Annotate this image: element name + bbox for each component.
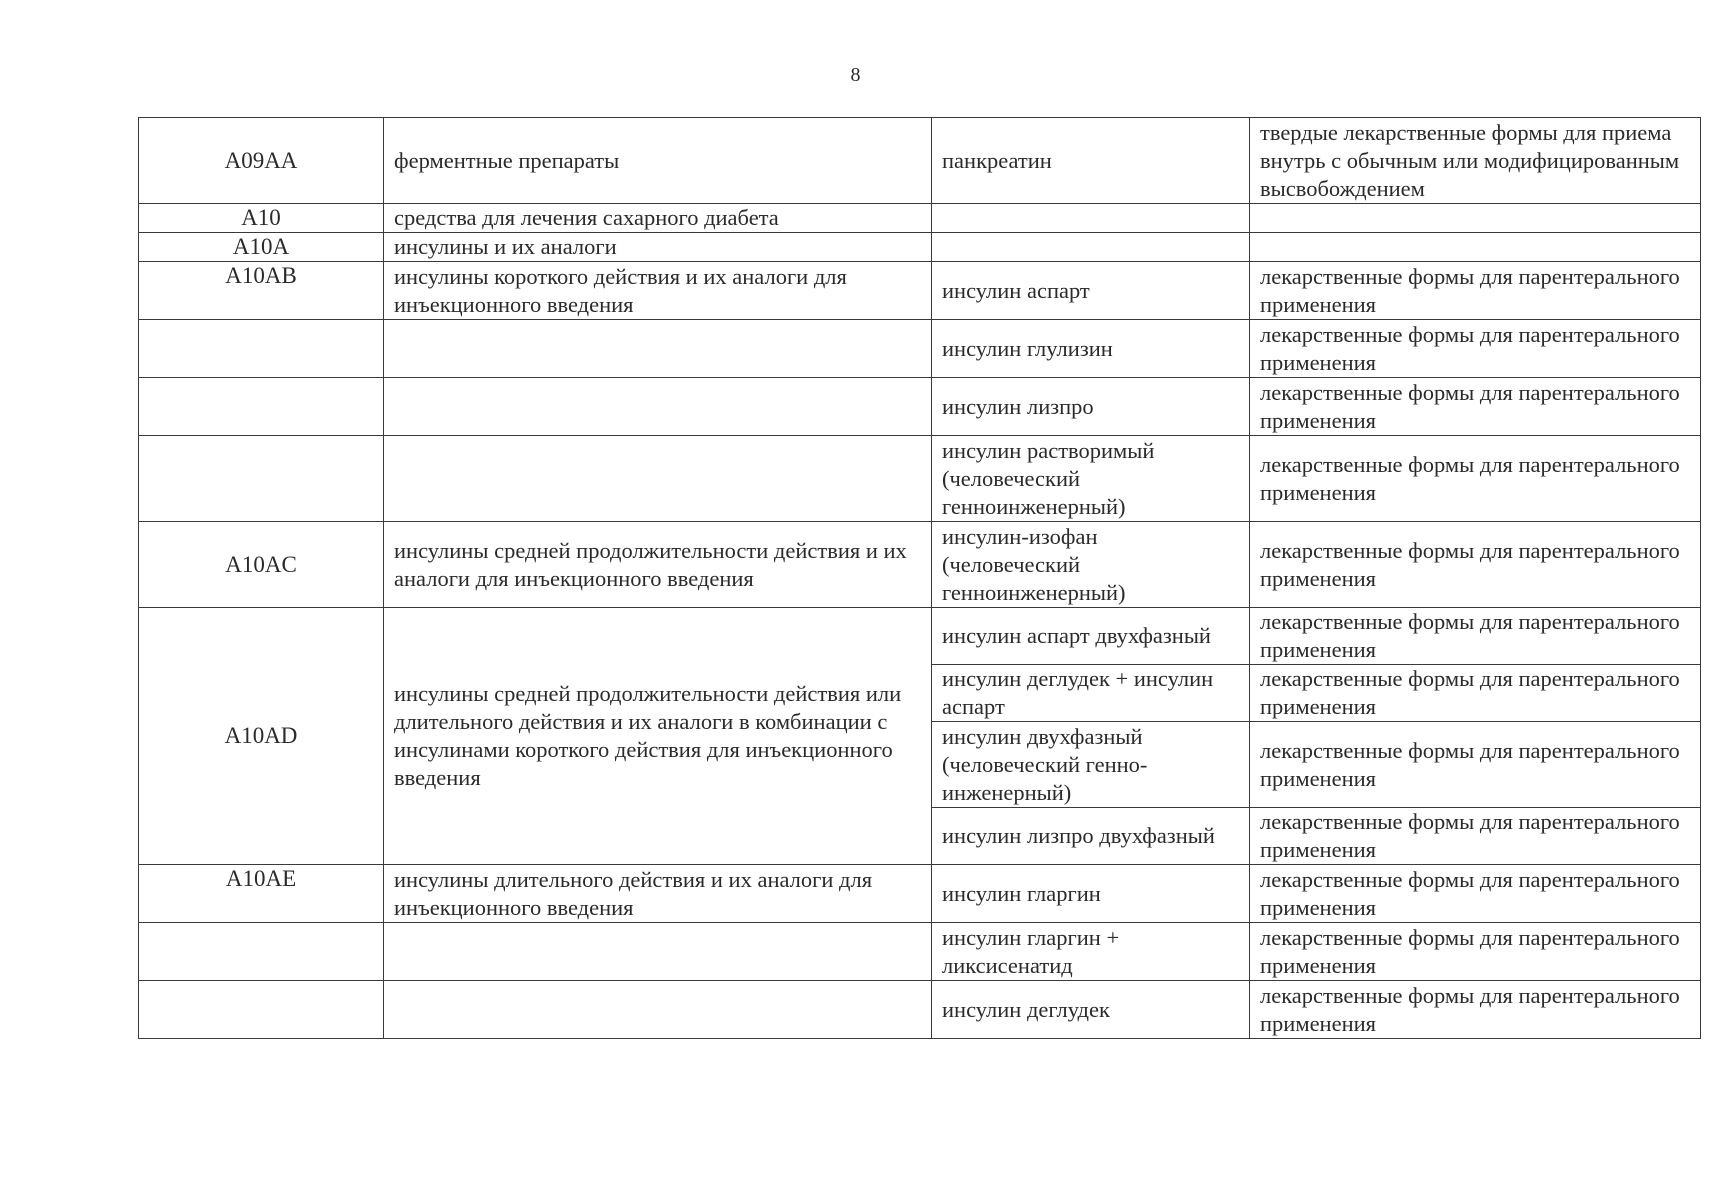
atc-code bbox=[139, 436, 384, 522]
atc-group: инсулины короткого действия и их аналоги для инъекционного введения bbox=[384, 262, 932, 320]
drug-name: инсулин аспарт bbox=[932, 262, 1250, 320]
drug-name bbox=[932, 233, 1250, 262]
table-row bbox=[139, 923, 1701, 981]
dosage-form: лекарственные формы для парентерального применения bbox=[1250, 865, 1701, 923]
atc-code: A10A bbox=[139, 233, 384, 262]
drug-name: инсулин гларгин + ликсисенатид bbox=[932, 923, 1250, 981]
drug-name: инсулин-изофан (человеческий генноинженерный) bbox=[932, 522, 1250, 608]
dosage-form bbox=[1250, 233, 1701, 262]
table-row bbox=[139, 436, 1701, 522]
drug-name: инсулин деглудек bbox=[932, 981, 1250, 1039]
drug-name: инсулин растворимый (человеческий генноинженерный) bbox=[932, 436, 1250, 522]
dosage-form: лекарственные формы для парентерального применения bbox=[1250, 923, 1701, 981]
dosage-form: лекарственные формы для парентерального применения bbox=[1250, 320, 1701, 378]
atc-group: инсулины и их аналоги bbox=[384, 233, 932, 262]
dosage-form: лекарственные формы для парентерального применения bbox=[1250, 722, 1701, 808]
atc-group bbox=[384, 923, 932, 981]
atc-group bbox=[384, 378, 932, 436]
drug-name: инсулин глулизин bbox=[932, 320, 1250, 378]
table-row bbox=[139, 522, 1701, 608]
atc-code bbox=[139, 923, 384, 981]
table-row bbox=[139, 865, 1701, 923]
dosage-form: лекарственные формы для парентерального применения bbox=[1250, 808, 1701, 865]
atc-code bbox=[139, 378, 384, 436]
atc-group: инсулины средней продолжительности действия или длительного действия и их аналоги в комбинации с инсулинами короткого действия для инъекционного введения bbox=[384, 608, 932, 865]
drug-table bbox=[138, 117, 1701, 1039]
drug-name: панкреатин bbox=[932, 118, 1250, 204]
atc-group: инсулины средней продолжительности действия и их аналоги для инъекционного введения bbox=[384, 522, 932, 608]
atc-code: A10AE bbox=[139, 865, 384, 923]
atc-code bbox=[139, 981, 384, 1039]
drug-name: инсулин двухфазный (человеческий генно-инженерный) bbox=[932, 722, 1250, 808]
dosage-form: лекарственные формы для парентерального применения bbox=[1250, 608, 1701, 665]
atc-code: A10AB bbox=[139, 262, 384, 320]
atc-group bbox=[384, 436, 932, 522]
dosage-form: твердые лекарственные формы для приема внутрь с обычным или модифицированным высвобождением bbox=[1250, 118, 1701, 204]
table-row bbox=[139, 262, 1701, 320]
table-row bbox=[139, 378, 1701, 436]
table-row bbox=[139, 981, 1701, 1039]
atc-code: A10 bbox=[139, 204, 384, 233]
table-row bbox=[139, 608, 1701, 665]
atc-group bbox=[384, 320, 932, 378]
dosage-form: лекарственные формы для парентерального применения bbox=[1250, 262, 1701, 320]
dosage-form bbox=[1250, 204, 1701, 233]
atc-code bbox=[139, 320, 384, 378]
dosage-form: лекарственные формы для парентерального применения bbox=[1250, 981, 1701, 1039]
atc-group: инсулины длительного действия и их аналоги для инъекционного введения bbox=[384, 865, 932, 923]
dosage-form: лекарственные формы для парентерального применения bbox=[1250, 665, 1701, 722]
atc-code: A10AD bbox=[139, 608, 384, 865]
drug-name bbox=[932, 204, 1250, 233]
table-row bbox=[139, 204, 1701, 233]
drug-name: инсулин лизпро двухфазный bbox=[932, 808, 1250, 865]
atc-group: средства для лечения сахарного диабета bbox=[384, 204, 932, 233]
table-row bbox=[139, 320, 1701, 378]
drug-name: инсулин деглудек + инсулин аспарт bbox=[932, 665, 1250, 722]
drug-name: инсулин аспарт двухфазный bbox=[932, 608, 1250, 665]
atc-group: ферментные препараты bbox=[384, 118, 932, 204]
dosage-form: лекарственные формы для парентерального применения bbox=[1250, 522, 1701, 608]
atc-code: A09AA bbox=[139, 118, 384, 204]
atc-code: A10AC bbox=[139, 522, 384, 608]
drug-name: инсулин лизпро bbox=[932, 378, 1250, 436]
drug-name: инсулин гларгин bbox=[932, 865, 1250, 923]
table-row bbox=[139, 233, 1701, 262]
dosage-form: лекарственные формы для парентерального применения bbox=[1250, 436, 1701, 522]
page-number: 8 bbox=[850, 64, 861, 86]
atc-group bbox=[384, 981, 932, 1039]
table-row bbox=[139, 118, 1701, 204]
dosage-form: лекарственные формы для парентерального применения bbox=[1250, 378, 1701, 436]
